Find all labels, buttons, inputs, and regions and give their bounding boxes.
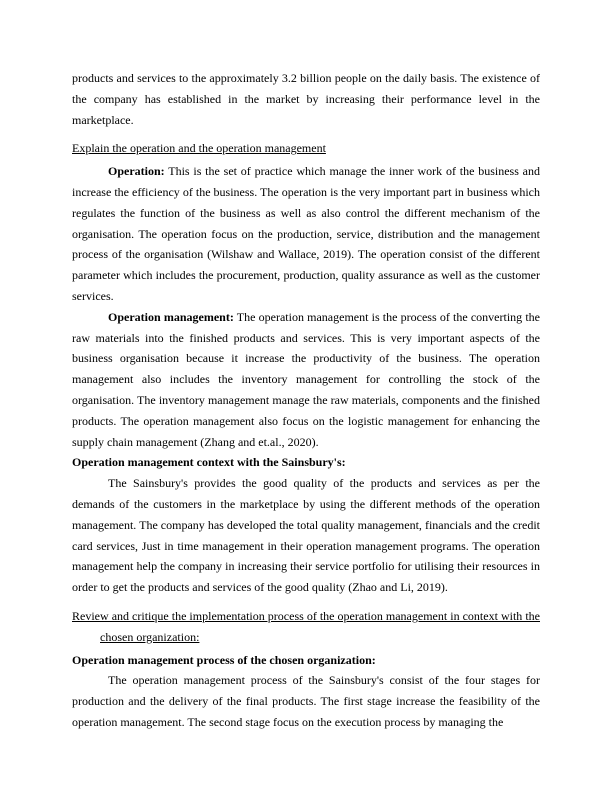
process-heading: Operation management process of the chosen organization: xyxy=(72,652,376,667)
review-heading: Review and critique the implementation process of the operation management in context with the chosen organization: xyxy=(72,608,540,644)
process-paragraph: The operation management process of the Sainsbury's consist of the four stages for production and the delivery of the final products. The first stage increase the feasibility of the operation management. The second stage focus on the execution process by managing the xyxy=(72,673,540,729)
operation-term: Operation: xyxy=(108,164,165,179)
page-content xyxy=(72,68,540,733)
context-paragraph: The Sainsbury's provides the good quality of the products and services as per the demands of the customers in the marketplace by using the different methods of the operation management. The company has developed the total quality management, financials and the credit card services, Just in time management in their operation management programs. The operation management help the company in increasing their service portfolio for utilising their resources in order to get the products and services of the good quality (Zhao and Li, 2019). xyxy=(72,476,540,595)
spacer xyxy=(72,130,540,134)
context-heading: Operation management context with the Sainsbury's: xyxy=(72,455,346,470)
operation-management-text: The operation management is the process of the converting the raw materials into the finished products and services. This is very important aspects of the business organisation because it increase the productivity of the business. The operation management also includes the inventory management for controlling the stock of the organisation. The inventory management manage the raw materials, components and the finished products. The operation management also focus on the logistic management for enhancing the supply chain management (Zhang and et.al., 2020). xyxy=(72,309,540,449)
operation-paragraph xyxy=(72,161,540,307)
intro-paragraph: products and services to the approximately 3.2 billion people on the daily basis. The existence of the company has established in the market by increasing their performance level in the marketplace. xyxy=(72,71,540,127)
spacer xyxy=(72,598,540,602)
operation-management-term: Operation management: xyxy=(108,309,234,324)
operation-text: This is the set of practice which manage the inner work of the business and increase the efficiency of the business. The operation is the very important part in business which regulates the function of the business as well as also control the different mechanism of the organisation. The operation focus on the production, service, distribution and the management process of the organisation (Wilshaw and Wallace, 2019). The operation consist of the different parameter which includes the procurement, production, quality assurance as well as the customer services. xyxy=(72,164,540,303)
section-heading-operation: Explain the operation and the operation management xyxy=(72,141,326,156)
operation-management-paragraph xyxy=(72,307,540,453)
